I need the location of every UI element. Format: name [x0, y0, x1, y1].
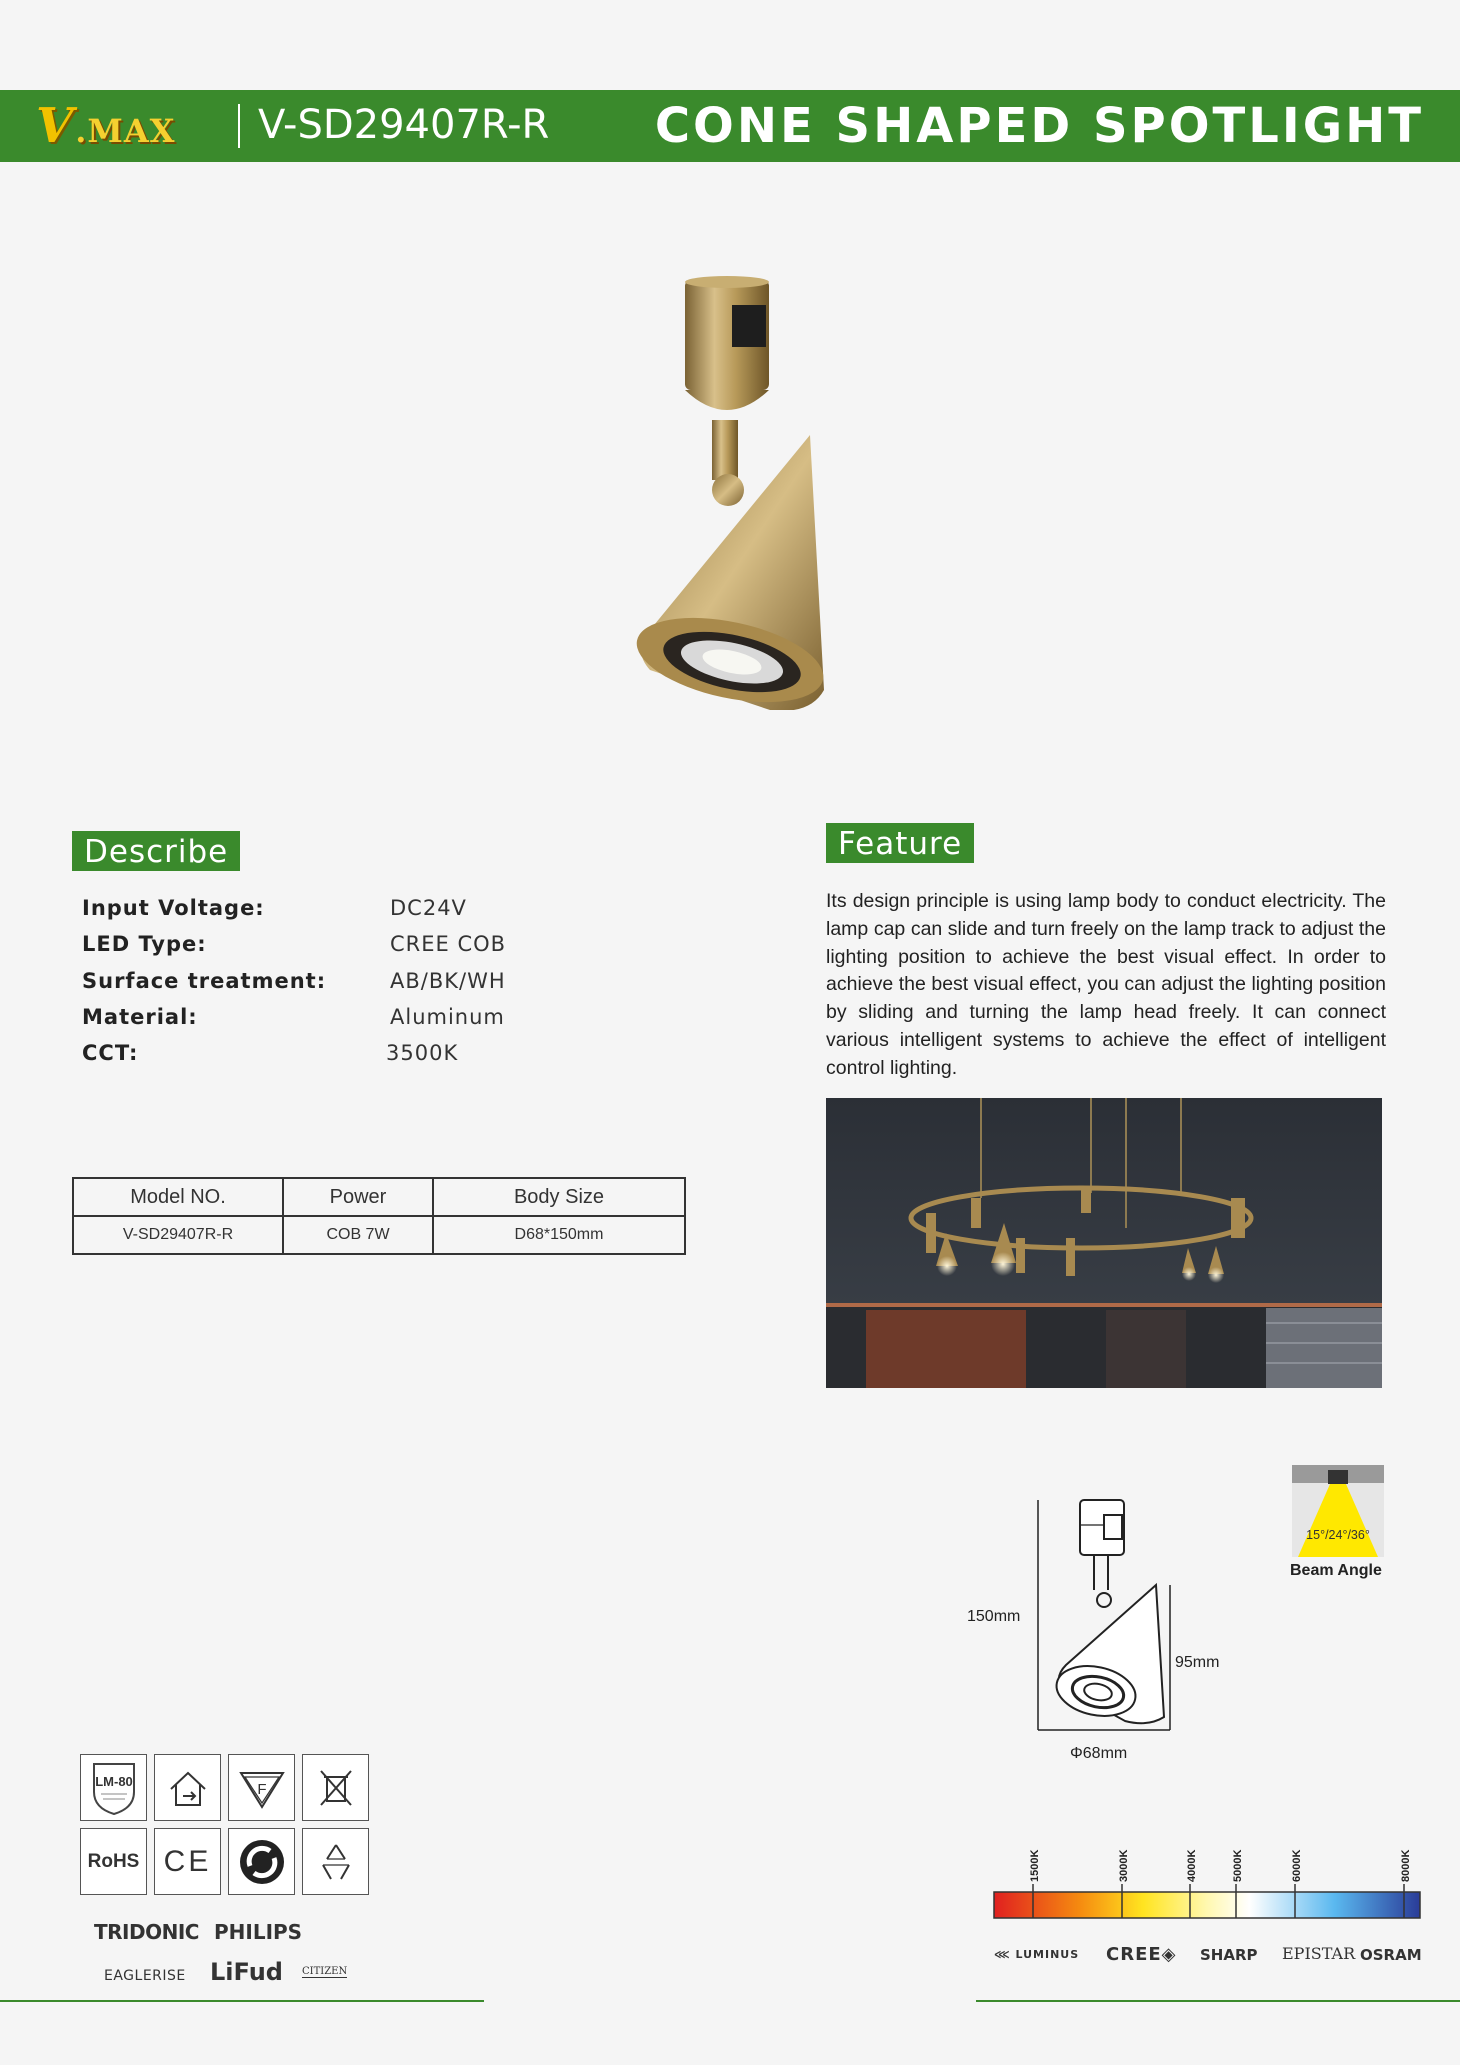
diameter-label: Φ68mm	[1070, 1745, 1128, 1762]
lifud-logo: LiFud	[210, 1958, 283, 1986]
cree-text: CREE	[1106, 1944, 1162, 1965]
product-image	[620, 270, 840, 710]
citizen-logo: CITIZEN	[302, 1966, 348, 1977]
table-cell: D68*150mm	[433, 1216, 685, 1254]
spec-label: CCT:	[82, 1041, 139, 1065]
osram-logo: OSRAM	[1360, 1946, 1422, 1964]
table-header: Model NO.	[73, 1178, 283, 1216]
tridonic-logo: TRIDONIC	[94, 1920, 199, 1944]
footer-line-right	[976, 2000, 1460, 2002]
spec-value: AB/BK/WH	[390, 969, 506, 993]
cct-tick-label: 8000K	[1400, 1849, 1412, 1882]
head-height-label: 95mm	[1175, 1654, 1220, 1671]
cree-logo: CREE◈	[1106, 1944, 1177, 1965]
beam-angle-label: Beam Angle	[1290, 1562, 1382, 1579]
model-number: V-SD29407R-R	[258, 102, 550, 148]
scene-photo	[826, 1098, 1382, 1388]
epistar-logo: EPISTAR	[1282, 1944, 1356, 1963]
luminus-logo: ⋘ LUMINUS	[994, 1948, 1080, 1961]
spec-value: Aluminum	[390, 1005, 505, 1029]
model-table	[72, 1177, 686, 1255]
spec-label: Material:	[82, 1005, 198, 1029]
cct-scale	[990, 1840, 1424, 1930]
cct-tick-label: 6000K	[1291, 1849, 1303, 1882]
spec-value: 3500K	[386, 1041, 459, 1065]
vmax-logo	[36, 98, 175, 154]
rohs-text: RoHS	[87, 1850, 140, 1872]
indoor-use-icon	[154, 1754, 221, 1821]
table-header: Power	[283, 1178, 433, 1216]
footer-line-left	[0, 2000, 484, 2002]
page-title: CONE SHAPED SPOTLIGHT	[654, 98, 1424, 154]
lm80-text: LM-80	[94, 1773, 133, 1789]
spec-value: DC24V	[390, 896, 467, 920]
spec-label: Input Voltage:	[82, 896, 265, 920]
cct-tick-label: 1500K	[1029, 1849, 1041, 1882]
dimension-drawing	[1030, 1495, 1180, 1735]
eaglerise-logo: EAGLERISE	[104, 1968, 186, 1984]
table-row	[73, 1216, 685, 1254]
ce-text: CE	[163, 1844, 212, 1878]
f-mark-text: F	[256, 1780, 267, 1798]
green-dot-icon	[228, 1828, 295, 1895]
lm80-icon	[80, 1754, 147, 1821]
philips-logo: PHILIPS	[214, 1920, 303, 1944]
logo-max: .MAX	[75, 112, 176, 150]
recycle-icon	[302, 1828, 369, 1895]
feature-text: Its design principle is using lamp body to conduct electricity. The lamp cap can slide and turn freely on the lamp track to adjust the lighting position to achieve the best visual effect. In order to achieve the best visual effect, you can adjust the lighting position by sliding and turning the lamp head freely. It can connect various intelligent systems to achieve the effect of intelligent control lighting.	[826, 890, 1386, 1079]
luminus-text: LUMINUS	[1015, 1948, 1080, 1961]
spec-label: Surface treatment:	[82, 969, 327, 993]
table-cell: COB 7W	[283, 1216, 433, 1254]
spec-value: CREE COB	[390, 932, 507, 956]
beam-angle-icon	[1292, 1465, 1384, 1557]
height-label: 150mm	[967, 1608, 1021, 1625]
header-bar	[0, 90, 1460, 162]
beam-angle-values: 15°/24°/36°	[1306, 1528, 1370, 1542]
certification-grid	[80, 1754, 372, 1896]
table-cell: V-SD29407R-R	[73, 1216, 283, 1254]
rohs-icon	[80, 1828, 147, 1895]
header-divider	[238, 104, 240, 148]
logo-v: V	[36, 98, 74, 154]
feature-heading: Feature	[826, 823, 974, 863]
describe-heading: Describe	[72, 831, 240, 871]
table-header: Body Size	[433, 1178, 685, 1216]
cct-tick-label: 5000K	[1232, 1849, 1244, 1882]
weee-icon	[302, 1754, 369, 1821]
cct-tick-label: 3000K	[1118, 1849, 1130, 1882]
sharp-logo: SHARP	[1200, 1946, 1258, 1964]
table-header-row	[73, 1178, 685, 1216]
ce-icon	[154, 1828, 221, 1895]
f-mark-icon	[228, 1754, 295, 1821]
cct-tick-label: 4000K	[1186, 1849, 1198, 1882]
spec-label: LED Type:	[82, 932, 207, 956]
